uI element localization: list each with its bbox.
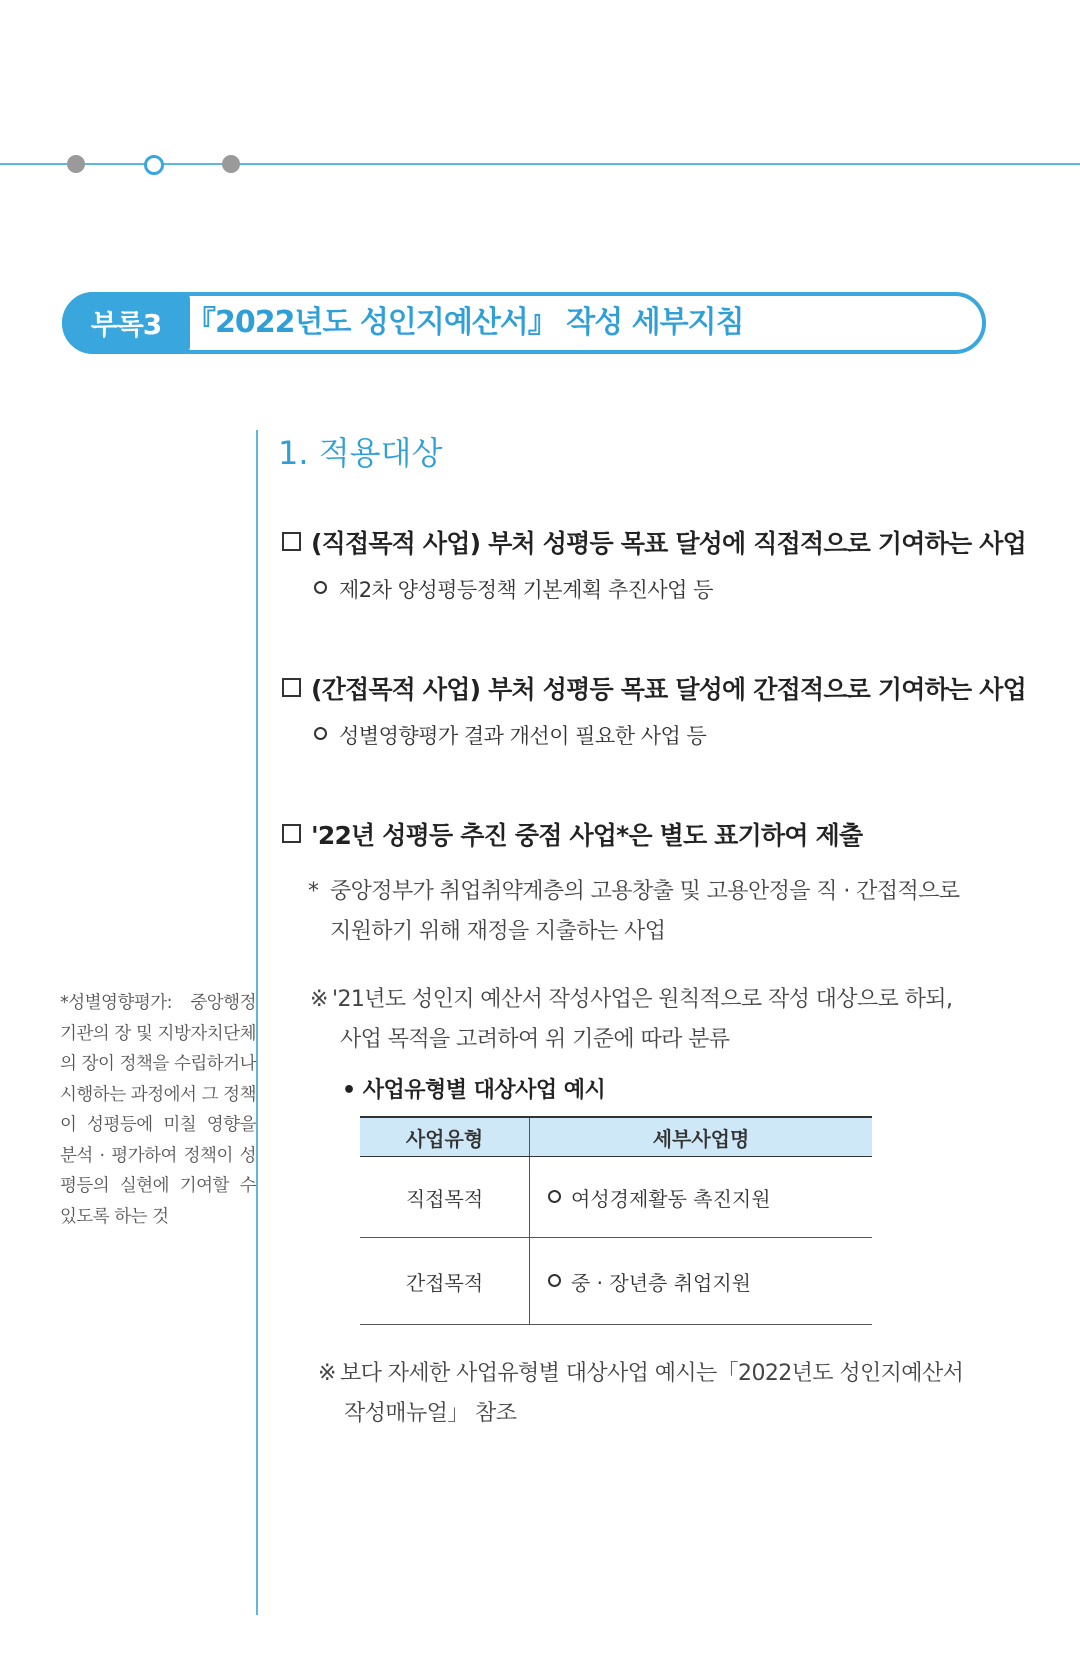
list-item (282, 524, 1026, 560)
business-name: 중 · 장년층 취업지원 (571, 1270, 751, 1295)
section-title: 1. 적용대상 (278, 434, 443, 472)
footnote-mark: * (308, 879, 319, 904)
deco-dot-hollow (144, 155, 164, 175)
note (318, 1354, 963, 1434)
sub-item (314, 720, 706, 750)
example-table (360, 1116, 872, 1325)
note-line: 사업 목적을 고려하여 위 기준에 따라 분류 (340, 1027, 730, 1052)
column-header: 사업유형 (360, 1117, 530, 1157)
deco-dot (222, 155, 240, 173)
sub-item-text: 성별영향평가 결과 개선이 필요한 사업 등 (339, 724, 707, 748)
business-name-cell (530, 1238, 873, 1325)
circle-bullet-icon (314, 581, 327, 594)
appendix-tag: 부록3 (62, 292, 190, 354)
list-item-text: '22년 성평등 추진 중점 사업*은 별도 표기하여 제출 (311, 821, 863, 850)
checkbox-square-icon (282, 824, 301, 843)
list-item (282, 670, 1026, 706)
table-header-row (360, 1117, 872, 1157)
note (310, 980, 952, 1060)
sub-item-text: 제2차 양성평등정책 기본계획 추진사업 등 (339, 578, 713, 602)
table-row (360, 1238, 872, 1325)
list-item-text: (직접목적 사업) 부처 성평등 목표 달성에 직접적으로 기여하는 사업 (311, 529, 1026, 558)
business-type-cell: 간접목적 (360, 1238, 530, 1325)
example-title: • 사업유형별 대상사업 예시 (342, 1078, 606, 1103)
business-name: 여성경제활동 촉진지원 (571, 1186, 771, 1211)
circle-bullet-icon (314, 727, 327, 740)
column-header: 세부사업명 (530, 1117, 873, 1157)
footnote (308, 872, 959, 952)
footnote-line: 지원하기 위해 재정을 지출하는 사업 (330, 919, 666, 944)
checkbox-square-icon (282, 532, 301, 551)
deco-dot (67, 155, 85, 173)
note-line: '21년도 성인지 예산서 작성사업은 원칙적으로 작성 대상으로 하되, (332, 987, 953, 1012)
business-type-cell: 직접목적 (360, 1157, 530, 1238)
note-line: 작성매뉴얼」 참조 (344, 1401, 517, 1426)
reference-mark: ※ (310, 987, 328, 1012)
reference-mark: ※ (318, 1361, 336, 1386)
list-item-text: (간접목적 사업) 부처 성평등 목표 달성에 간접적으로 기여하는 사업 (311, 675, 1026, 704)
note-line: 보다 자세한 사업유형별 대상사업 예시는「2022년도 성인지예산서 (340, 1361, 964, 1386)
circle-bullet-icon (548, 1274, 561, 1287)
column-divider (256, 430, 258, 1615)
page-title: 『2022년도 성인지예산서』 작성 세부지침 (186, 305, 744, 340)
sub-item (314, 574, 713, 604)
side-note: *성별영향평가: 중앙행정기관의 장 및 지방자치단체의 장이 정책을 수립하거나 시행하는 과정에서 그 정책이 성평등에 미칠 영향을 분석 · 평가하여 정책이 성평등의 실현에 기여할 수 있도록 하는 것 (60, 993, 256, 1227)
footnote-line: 중앙정부가 취업취약계층의 고용창출 및 고용안정을 직 · 간접적으로 (330, 879, 960, 904)
business-name-cell (530, 1157, 873, 1238)
circle-bullet-icon (548, 1190, 561, 1203)
table-row (360, 1157, 872, 1238)
checkbox-square-icon (282, 678, 301, 697)
list-item (282, 816, 862, 852)
